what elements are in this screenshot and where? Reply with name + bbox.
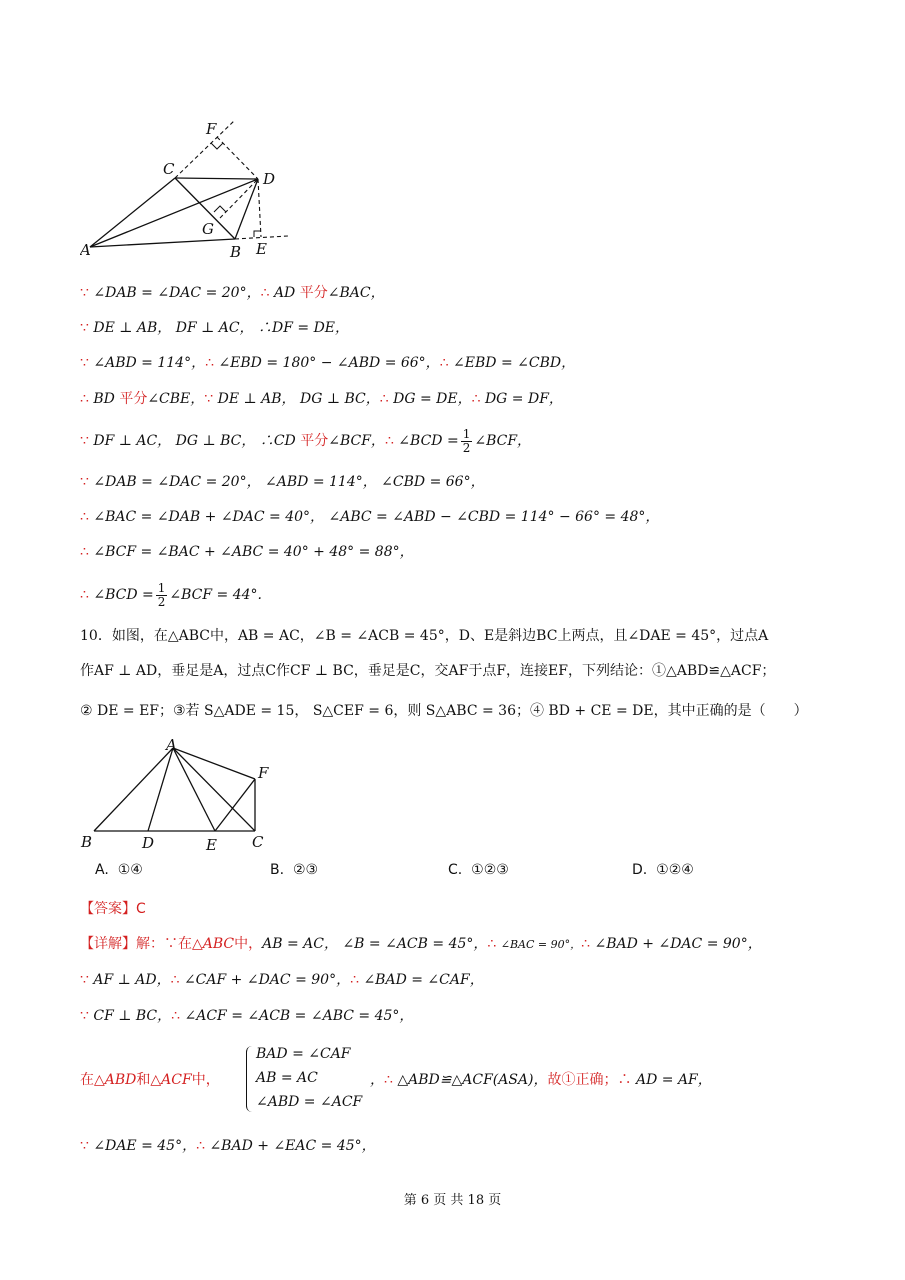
- point-label-A: A: [166, 736, 177, 754]
- point-label-E: E: [206, 836, 217, 854]
- answer-tag: 【答案】: [80, 901, 136, 917]
- question-10-line-2: 作AF ⊥ AD，垂足是A，过点C作CF ⊥ BC，垂足是C，交AF于点F，连接EF，下列结论：①△ABD≌△ACF；: [80, 663, 776, 679]
- point-label-A: A: [80, 241, 91, 259]
- system-eq-1: BAD = ∠CAF: [256, 1046, 351, 1062]
- choice-d[interactable]: D. ①②④: [632, 862, 694, 878]
- fraction-half: $\frac{1}{2}$: [462, 426, 471, 455]
- answer-line: [80, 899, 146, 919]
- point-label-F: F: [258, 764, 269, 782]
- choice-c[interactable]: C. ①②③: [448, 862, 509, 878]
- solution-line-3: ∵ ∠ABD = 114°，∴ ∠EBD = 180° − ∠ABD = 66°，∴ ∠EBD = ∠CBD，: [80, 355, 576, 371]
- point-label-C: C: [252, 833, 264, 851]
- detail-line-1: 【详解】解：∵在△ABC中，AB = AC， ∠B = ∠ACB = 45°，∴ ∠BAC = 90°，∴ ∠BAD + ∠DAC = 90°，: [80, 936, 762, 952]
- choice-b[interactable]: B. ②③: [270, 862, 319, 878]
- page-footer: 第 6 页 共 18 页: [403, 1193, 502, 1208]
- fraction-half: $\frac{1}{2}$: [157, 580, 166, 609]
- point-label-B: B: [230, 243, 242, 261]
- point-label-E: E: [256, 240, 267, 258]
- solution-line-4: ∴ BD 平分∠CBE，∵ DE ⊥ AB， DG ⊥ BC，∴ DG = DE，∴ DG = DF，: [80, 391, 563, 407]
- system-eq-3: ∠ABD = ∠ACF: [256, 1094, 363, 1110]
- point-label-D: D: [263, 170, 276, 188]
- point-label-B: B: [81, 833, 93, 851]
- point-label-F: F: [206, 120, 217, 138]
- solution-line-6: ∵ ∠DAB = ∠DAC = 20°， ∠ABD = 114°， ∠CBD = 66°，: [80, 474, 485, 490]
- detail-line-5: ∵ ∠DAE = 45°，∴ ∠BAD + ∠EAC = 45°，: [80, 1138, 376, 1154]
- solution-line-2: ∵ DE ⊥ AB， DF ⊥ AC， ∴DF = DE，: [80, 320, 350, 336]
- solution-line-7: ∴ ∠BAC = ∠DAB + ∠DAC = 40°， ∠ABC = ∠ABD − ∠CBD = 114° − 66° = 48°，: [80, 509, 660, 525]
- solution-line-9: ∴ ∠BCD = $\frac{1}{2}$ ∠BCF = 44°.: [80, 580, 263, 609]
- detail-line-2: ∵ AF ⊥ AD，∴ ∠CAF + ∠DAC = 90°，∴ ∠BAD = ∠CAF，: [80, 972, 484, 988]
- solution-line-8: ∴ ∠BCF = ∠BAC + ∠ABC = 40° + 48° = 88°，: [80, 544, 414, 560]
- question-10-line-3: ② DE = EF；③若 S△ADE = 15， S△CEF = 6，则 S△ABC = 36；④ BD + CE = DE，其中正确的是（ ）: [80, 703, 808, 719]
- point-label-C: C: [163, 160, 175, 178]
- system-eq-2: AB = AC: [256, 1070, 318, 1086]
- geometry-figure-2: [80, 734, 280, 854]
- detail-line-4-suffix: ，∴ △ABD≌△ACF(ASA)，故①正确；∴ AD = AF，: [370, 1072, 712, 1088]
- point-label-G: G: [202, 220, 214, 238]
- detail-line-4-prefix: 在△ABD和△ACF中，: [80, 1072, 220, 1088]
- equation-brace: [246, 1046, 255, 1112]
- answer-value: C: [136, 901, 146, 917]
- question-10-line-1: 10．如图，在△ABC中，AB = AC，∠B = ∠ACB = 45°，D、E是斜边BC上两点，且∠DAE = 45°，过点A: [80, 628, 769, 644]
- geometry-figure-1: [80, 112, 300, 262]
- point-label-D: D: [142, 834, 155, 852]
- solution-line-1: ∵ ∠DAB = ∠DAC = 20°，∴ AD 平分∠BAC，: [80, 285, 385, 301]
- choice-a[interactable]: A. ①④: [95, 862, 143, 878]
- detail-line-3: ∵ CF ⊥ BC，∴ ∠ACF = ∠ACB = ∠ABC = 45°，: [80, 1008, 414, 1024]
- solution-line-5: ∵ DF ⊥ AC， DG ⊥ BC， ∴CD 平分∠BCF，∴ ∠BCD = $\frac{1}{2}$ ∠BCF，: [80, 426, 532, 455]
